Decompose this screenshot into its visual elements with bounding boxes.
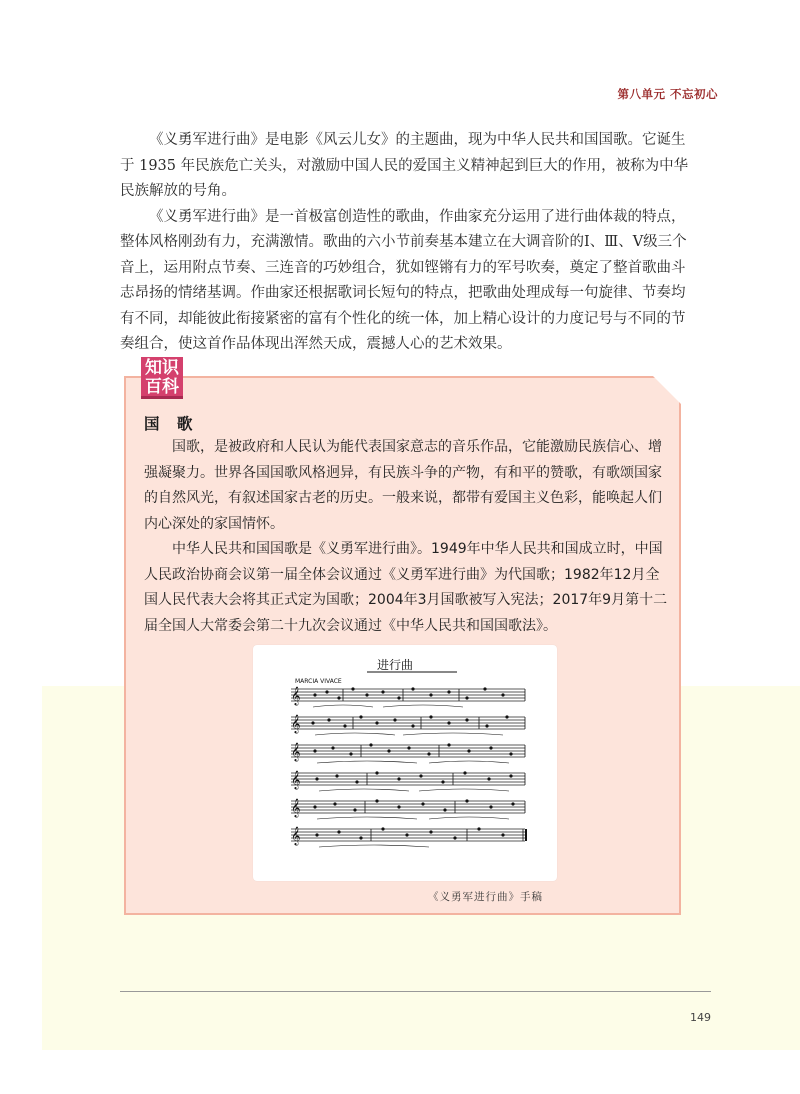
- main-paragraph-1: 《义勇军进行曲》是电影《风云儿女》的主题曲，现为中华人民共和国国歌。它诞生于 1935 年民族危亡关头，对激励中国人民的爱国主义精神起到巨大的作用，被称为中华民族解放的号角。: [120, 132, 689, 199]
- svg-text:𝄞: 𝄞: [291, 826, 301, 845]
- section-title: 国 歌: [144, 415, 199, 433]
- score-title: 进行曲: [377, 658, 414, 672]
- svg-text:𝄞: 𝄞: [291, 742, 301, 761]
- svg-text:𝄞: 𝄞: [291, 686, 301, 705]
- knowledge-paragraph-2: 中华人民共和国国歌是《义勇军进行曲》。1949年中华人民共和国成立时，中国人民政治协商会议第一届全体会议通过《义勇军进行曲》为代国歌；1982年12月全国人民代表大会将其正式定为国歌；2004年3月国歌被写入宪法；2017年9月第十二届全国人大常委会第二十九次会议通过《中华人民共和国国歌法》。: [144, 541, 668, 634]
- page-number: 149: [690, 1011, 711, 1024]
- svg-text:𝄞: 𝄞: [291, 770, 301, 789]
- footer-divider: [120, 991, 711, 992]
- main-text: [120, 128, 692, 358]
- knowledge-text: [144, 435, 670, 639]
- manuscript-caption: 《义勇军进行曲》手稿: [428, 891, 543, 903]
- badge-line-1: 知识: [145, 358, 179, 378]
- main-paragraph-2: 《义勇军进行曲》是一首极富创造性的歌曲，作曲家充分运用了进行曲体裁的特点，整体风格刚劲有力，充满激情。歌曲的六小节前奏基本建立在大调音阶的Ⅰ、Ⅲ、Ⅴ级三个音上，运用附点节奏、三连音的巧妙组合，犹如铿锵有力的军号吹奏，奠定了整首歌曲斗志昂扬的情绪基调。作曲家还根据歌词长短句的特点，把歌曲处理成每一句旋律、节奏均有不同，却能彼此衔接紧密的富有个性化的统一体，加上精心设计的力度记号与不同的节奏组合，使这首作品体现出浑然天成，震撼人心的艺术效果。: [120, 208, 687, 352]
- manuscript-image: [253, 645, 557, 881]
- svg-text:𝄞: 𝄞: [291, 714, 301, 733]
- manuscript-score: [253, 645, 557, 881]
- svg-text:𝄞: 𝄞: [291, 798, 301, 817]
- knowledge-paragraph-1: 国歌，是被政府和人民认为能代表国家意志的音乐作品，它能激励民族信心、增强凝聚力。世界各国国歌风格迥异，有民族斗争的产物，有和平的赞歌，有歌颂国家的自然风光，有叙述国家古老的历史。一般来说，都带有爱国主义色彩，能唤起人们内心深处的家国情怀。: [144, 439, 662, 532]
- unit-header: 第八单元 不忘初心: [617, 87, 718, 101]
- score-tempo: MARCIA VIVACE: [295, 678, 342, 685]
- badge-line-2: 百科: [145, 377, 179, 397]
- knowledge-badge: [141, 357, 183, 399]
- score-notes: [291, 686, 526, 847]
